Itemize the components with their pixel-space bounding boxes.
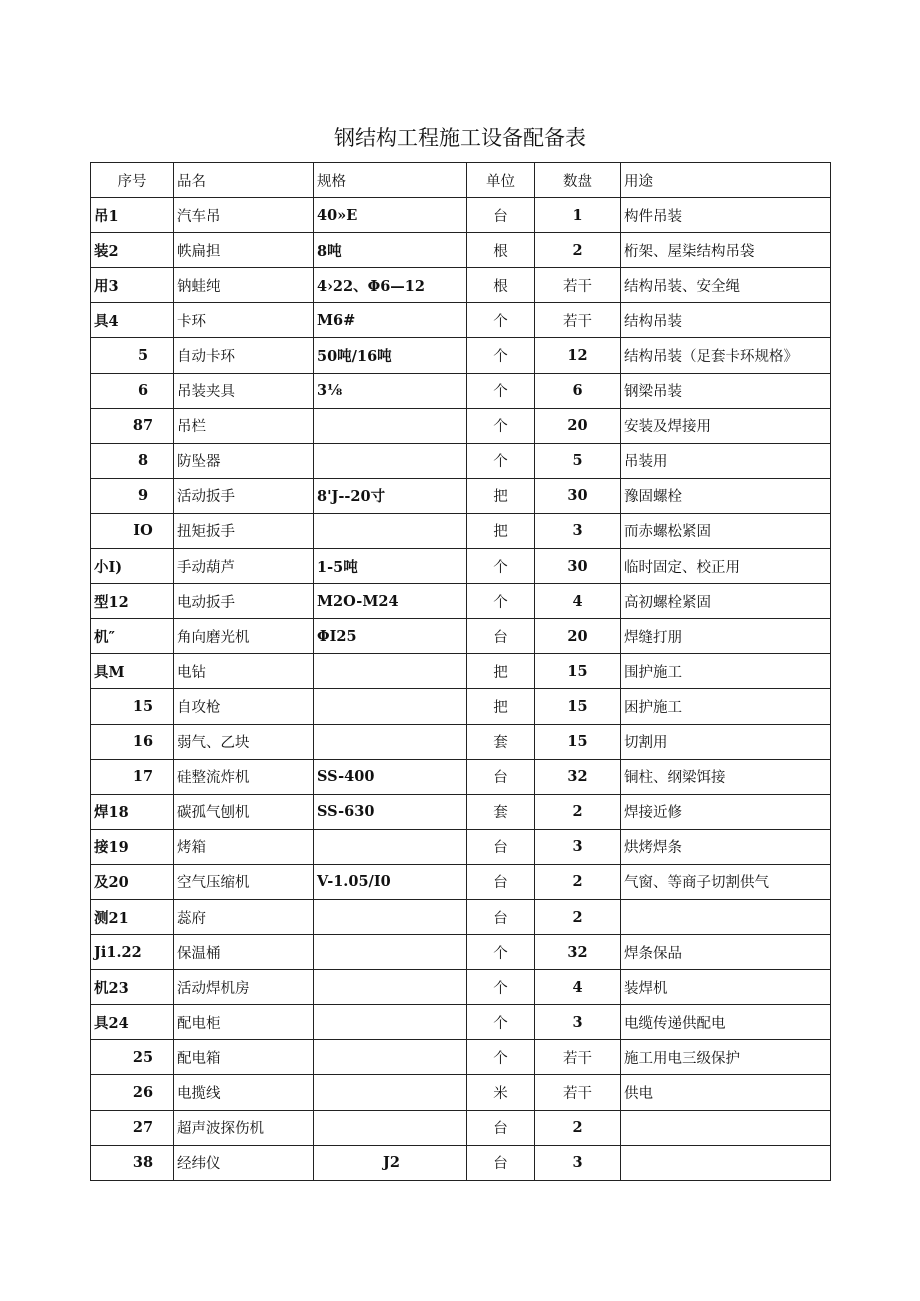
row-name: 手动葫芦 (174, 549, 314, 584)
header-name: 品名 (174, 163, 314, 198)
row-name: 超声波探伤机 (174, 1110, 314, 1145)
row-unit: 把 (467, 513, 535, 548)
row-index: 测21 (91, 899, 174, 934)
row-unit: 个 (467, 443, 535, 478)
table-row (91, 794, 831, 829)
row-unit: 个 (467, 935, 535, 970)
row-use: 电缆传递供配电 (621, 1005, 831, 1040)
row-unit: 把 (467, 689, 535, 724)
row-spec (314, 1040, 467, 1075)
row-use: 豫固螺栓 (621, 478, 831, 513)
row-index: 16 (91, 724, 174, 759)
row-unit: 个 (467, 1040, 535, 1075)
table-row (91, 478, 831, 513)
row-use: 而赤螺松紧固 (621, 513, 831, 548)
table-row (91, 268, 831, 303)
row-index: 9 (91, 478, 174, 513)
row-name: 角向磨光机 (174, 619, 314, 654)
row-unit: 个 (467, 373, 535, 408)
row-unit: 个 (467, 970, 535, 1005)
table-row (91, 1040, 831, 1075)
row-quantity: 若干 (535, 303, 621, 338)
row-name: 配电柜 (174, 1005, 314, 1040)
row-name: 烤箱 (174, 829, 314, 864)
row-spec (314, 1110, 467, 1145)
table-row (91, 233, 831, 268)
row-spec (314, 724, 467, 759)
row-index: 用3 (91, 268, 174, 303)
row-name: 电钻 (174, 654, 314, 689)
row-use: 焊接近修 (621, 794, 831, 829)
row-index: 吊1 (91, 198, 174, 233)
row-quantity: 3 (535, 513, 621, 548)
row-quantity: 3 (535, 1005, 621, 1040)
table-row (91, 1005, 831, 1040)
row-use: 切割用 (621, 724, 831, 759)
row-index: 38 (91, 1145, 174, 1180)
row-name: 经纬仪 (174, 1145, 314, 1180)
row-index: 焊18 (91, 794, 174, 829)
row-spec: 8吨 (314, 233, 467, 268)
table-row (91, 759, 831, 794)
table-row (91, 935, 831, 970)
row-quantity: 20 (535, 619, 621, 654)
row-index: 及20 (91, 864, 174, 899)
row-index: 8 (91, 443, 174, 478)
table-row (91, 443, 831, 478)
row-quantity: 15 (535, 654, 621, 689)
row-name: 蕊府 (174, 899, 314, 934)
row-spec (314, 829, 467, 864)
row-quantity: 6 (535, 373, 621, 408)
row-spec (314, 970, 467, 1005)
row-index: 接19 (91, 829, 174, 864)
row-index: 具4 (91, 303, 174, 338)
row-index: 型12 (91, 584, 174, 619)
row-quantity: 若干 (535, 268, 621, 303)
row-unit: 把 (467, 478, 535, 513)
row-index: 17 (91, 759, 174, 794)
row-unit: 个 (467, 549, 535, 584)
table-row (91, 970, 831, 1005)
row-unit: 个 (467, 1005, 535, 1040)
row-spec: J2 (314, 1145, 467, 1180)
table-header-row (91, 163, 831, 198)
row-name: 防坠器 (174, 443, 314, 478)
row-spec: 40»E (314, 198, 467, 233)
row-name: 碳孤气刨机 (174, 794, 314, 829)
row-index: Ji1.22 (91, 935, 174, 970)
table-row (91, 408, 831, 443)
row-unit: 台 (467, 829, 535, 864)
row-quantity: 4 (535, 584, 621, 619)
row-spec (314, 408, 467, 443)
row-quantity: 15 (535, 724, 621, 759)
row-name: 扭矩扳手 (174, 513, 314, 548)
row-use: 烘烤焊条 (621, 829, 831, 864)
row-use: 气窗、等商子切割供气 (621, 864, 831, 899)
header-spec: 规格 (314, 163, 467, 198)
row-spec (314, 935, 467, 970)
row-name: 吊装夹具 (174, 373, 314, 408)
row-use: 结构吊装、安全绳 (621, 268, 831, 303)
row-spec: 3⅛ (314, 373, 467, 408)
row-unit: 台 (467, 1110, 535, 1145)
row-unit: 台 (467, 619, 535, 654)
row-unit: 台 (467, 198, 535, 233)
table-row (91, 373, 831, 408)
row-name: 钠蛙纯 (174, 268, 314, 303)
table-row (91, 513, 831, 548)
row-name: 活动扳手 (174, 478, 314, 513)
table-row (91, 829, 831, 864)
row-quantity: 3 (535, 1145, 621, 1180)
table-row (91, 689, 831, 724)
row-use: 焊条保品 (621, 935, 831, 970)
row-spec: 50吨/16吨 (314, 338, 467, 373)
row-use: 构件吊装 (621, 198, 831, 233)
table-row (91, 1110, 831, 1145)
table-row (91, 864, 831, 899)
row-use: 供电 (621, 1075, 831, 1110)
table-row (91, 654, 831, 689)
row-quantity: 2 (535, 1110, 621, 1145)
row-index: 25 (91, 1040, 174, 1075)
row-quantity: 1 (535, 198, 621, 233)
row-name: 汽车吊 (174, 198, 314, 233)
table-row (91, 1145, 831, 1180)
row-use: 结构吊装 (621, 303, 831, 338)
row-unit: 台 (467, 899, 535, 934)
row-name: 硅整流炸机 (174, 759, 314, 794)
row-name: 自动卡环 (174, 338, 314, 373)
row-unit: 个 (467, 584, 535, 619)
table-row (91, 584, 831, 619)
row-name: 自攻枪 (174, 689, 314, 724)
page-title: 钢结构工程施工设备配备表 (334, 126, 586, 150)
equipment-table (90, 162, 831, 1181)
table-row (91, 338, 831, 373)
row-use: 临时固定、校正用 (621, 549, 831, 584)
row-spec (314, 1075, 467, 1110)
row-quantity: 5 (535, 443, 621, 478)
row-unit: 套 (467, 724, 535, 759)
row-use: 钢梁吊装 (621, 373, 831, 408)
row-name: 配电箱 (174, 1040, 314, 1075)
header-quantity: 数盘 (535, 163, 621, 198)
row-name: 活动焊机房 (174, 970, 314, 1005)
row-quantity: 2 (535, 233, 621, 268)
row-spec: V-1.05/I0 (314, 864, 467, 899)
row-use: 吊装用 (621, 443, 831, 478)
row-unit: 个 (467, 338, 535, 373)
row-quantity: 30 (535, 478, 621, 513)
row-quantity: 2 (535, 794, 621, 829)
row-index: 87 (91, 408, 174, 443)
row-quantity: 若干 (535, 1075, 621, 1110)
row-use (621, 1145, 831, 1180)
row-use: 施工用电三级保护 (621, 1040, 831, 1075)
row-spec: 1-5吨 (314, 549, 467, 584)
row-unit: 个 (467, 408, 535, 443)
row-index: 机23 (91, 970, 174, 1005)
row-index: 26 (91, 1075, 174, 1110)
row-use: 装焊机 (621, 970, 831, 1005)
row-name: 卡环 (174, 303, 314, 338)
row-quantity: 12 (535, 338, 621, 373)
row-use (621, 1110, 831, 1145)
row-unit: 台 (467, 1145, 535, 1180)
equipment-table-body (91, 163, 831, 1181)
row-unit: 台 (467, 759, 535, 794)
table-row (91, 1075, 831, 1110)
row-index: 装2 (91, 233, 174, 268)
row-index: 27 (91, 1110, 174, 1145)
row-unit: 个 (467, 303, 535, 338)
row-quantity: 15 (535, 689, 621, 724)
row-name: 吊栏 (174, 408, 314, 443)
row-use: 桁架、屋柒结构吊袋 (621, 233, 831, 268)
table-row (91, 303, 831, 338)
row-use (621, 899, 831, 934)
table-row (91, 549, 831, 584)
row-name: 电揽线 (174, 1075, 314, 1110)
row-spec: ΦI25 (314, 619, 467, 654)
header-unit: 单位 (467, 163, 535, 198)
row-use: 困护施工 (621, 689, 831, 724)
row-spec: 4›22、Φ6—12 (314, 268, 467, 303)
row-index: 5 (91, 338, 174, 373)
row-index: 小I) (91, 549, 174, 584)
row-quantity: 4 (535, 970, 621, 1005)
row-spec: SS-400 (314, 759, 467, 794)
row-quantity: 32 (535, 759, 621, 794)
row-unit: 米 (467, 1075, 535, 1110)
row-unit: 套 (467, 794, 535, 829)
row-spec (314, 689, 467, 724)
row-use: 焊缝打朋 (621, 619, 831, 654)
row-quantity: 若干 (535, 1040, 621, 1075)
row-name: 电动扳手 (174, 584, 314, 619)
row-quantity: 30 (535, 549, 621, 584)
row-spec: 8'J--20寸 (314, 478, 467, 513)
row-quantity: 2 (535, 864, 621, 899)
row-index: 15 (91, 689, 174, 724)
row-name: 空气压缩机 (174, 864, 314, 899)
row-name: 保温桶 (174, 935, 314, 970)
row-use: 铜柱、纲梁饵接 (621, 759, 831, 794)
row-index: 具M (91, 654, 174, 689)
row-quantity: 3 (535, 829, 621, 864)
table-row (91, 198, 831, 233)
row-use: 结构吊装（足套卡环规格》 (621, 338, 831, 373)
table-row (91, 899, 831, 934)
row-quantity: 20 (535, 408, 621, 443)
row-use: 安装及焊接用 (621, 408, 831, 443)
header-index: 序号 (91, 163, 174, 198)
row-quantity: 32 (535, 935, 621, 970)
row-index: 机″ (91, 619, 174, 654)
table-row (91, 724, 831, 759)
row-spec: SS-630 (314, 794, 467, 829)
row-name: 弱气、乙块 (174, 724, 314, 759)
row-spec (314, 654, 467, 689)
row-spec: M2O-M24 (314, 584, 467, 619)
row-spec (314, 513, 467, 548)
row-unit: 根 (467, 233, 535, 268)
row-spec (314, 1005, 467, 1040)
table-row (91, 619, 831, 654)
row-index: IO (91, 513, 174, 548)
row-unit: 根 (467, 268, 535, 303)
row-name: 帙扁担 (174, 233, 314, 268)
row-index: 具24 (91, 1005, 174, 1040)
row-quantity: 2 (535, 899, 621, 934)
row-spec (314, 899, 467, 934)
row-spec (314, 443, 467, 478)
header-use: 用途 (621, 163, 831, 198)
row-unit: 把 (467, 654, 535, 689)
row-index: 6 (91, 373, 174, 408)
row-use: 高初螺栓紧固 (621, 584, 831, 619)
row-use: 围护施工 (621, 654, 831, 689)
row-unit: 台 (467, 864, 535, 899)
row-spec: M6# (314, 303, 467, 338)
